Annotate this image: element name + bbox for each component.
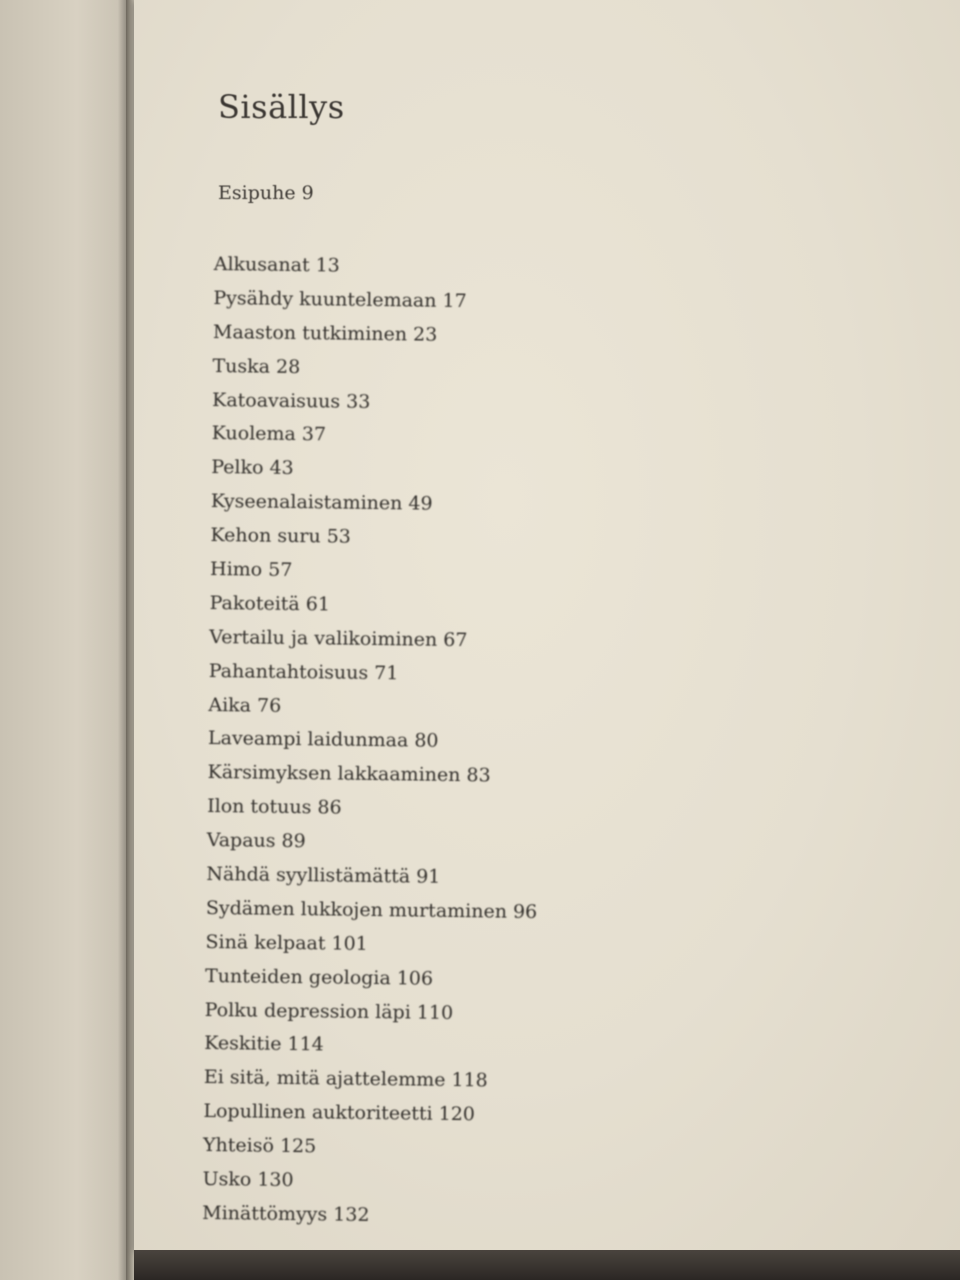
toc-entry bbox=[209, 587, 541, 625]
entry-page-number: 106 bbox=[396, 966, 434, 990]
entry-page-number: 17 bbox=[442, 289, 467, 312]
contents-list bbox=[202, 248, 545, 1235]
toc-entry bbox=[209, 655, 541, 693]
entry-title: Pakoteitä bbox=[209, 591, 300, 615]
toc-entry bbox=[204, 994, 536, 1032]
entry-title: Sydämen lukkojen murtaminen bbox=[205, 896, 508, 923]
entry-page-number: 9 bbox=[301, 182, 314, 204]
entry-page-number: 101 bbox=[331, 932, 368, 955]
entry-page-number: 71 bbox=[374, 661, 399, 684]
entry-title: Lopullinen auktoriteetti bbox=[203, 1100, 433, 1126]
entry-title: Ilon totuus bbox=[207, 795, 312, 819]
toc-entry bbox=[208, 689, 540, 727]
entry-title: Maaston tutkiminen bbox=[212, 320, 408, 346]
entry-page-number: 76 bbox=[256, 694, 282, 717]
entry-title: Nähdä syyllistämättä bbox=[206, 862, 411, 888]
toc-entry bbox=[211, 451, 543, 489]
entry-title: Kärsimyksen lakkaaminen bbox=[207, 761, 461, 787]
entry-page-number: 49 bbox=[408, 492, 433, 515]
entry-title: Pysähdy kuuntelemaan bbox=[213, 286, 437, 312]
toc-entry bbox=[213, 282, 545, 320]
toc-entry bbox=[208, 722, 540, 760]
entry-title: Sinä kelpaat bbox=[205, 930, 326, 955]
entry-title: Katoavaisuus bbox=[212, 388, 341, 413]
entry-title: Vapaus bbox=[206, 829, 276, 852]
entry-page-number: 43 bbox=[269, 457, 294, 480]
entry-page-number: 61 bbox=[305, 593, 331, 616]
entry-title: Yhteisö bbox=[202, 1134, 275, 1157]
entry-title: Keskitie bbox=[204, 1032, 282, 1056]
entry-page-number: 86 bbox=[317, 796, 342, 819]
entry-title: Pahantahtoisuus bbox=[208, 659, 369, 684]
entry-title: Vertailu ja valikoiminen bbox=[209, 625, 438, 651]
toc-entry bbox=[214, 248, 546, 286]
toc-entry bbox=[206, 892, 538, 930]
entry-title: Usko bbox=[202, 1167, 252, 1191]
toc-entry bbox=[210, 553, 542, 591]
entry-title: Pelko bbox=[211, 456, 264, 479]
entry-page-number: 110 bbox=[416, 1001, 454, 1024]
toc-entry bbox=[213, 316, 545, 354]
toc-entry bbox=[203, 1129, 535, 1167]
entry-page-number: 132 bbox=[333, 1203, 370, 1226]
entry-page-number: 28 bbox=[275, 355, 301, 378]
entry-title: Kehon suru bbox=[210, 524, 321, 548]
entry-page-number: 118 bbox=[451, 1069, 488, 1092]
entry-page-number: 130 bbox=[257, 1168, 294, 1192]
entry-page-number: 91 bbox=[416, 865, 441, 888]
entry-title: Polku depression läpi bbox=[204, 998, 411, 1024]
entry-page-number: 67 bbox=[443, 628, 468, 651]
toc-entry bbox=[212, 350, 544, 388]
contents-heading: Sisällys bbox=[218, 88, 345, 126]
toc-entry bbox=[212, 417, 544, 455]
toc-entry bbox=[205, 926, 537, 964]
toc-entry bbox=[210, 519, 542, 557]
entry-title: Ei sitä, mitä ajattelemme bbox=[203, 1066, 446, 1092]
entry-page-number: 23 bbox=[412, 323, 438, 346]
toc-entry bbox=[207, 790, 539, 828]
toc-entry bbox=[211, 485, 543, 523]
toc-entry bbox=[202, 1163, 534, 1201]
entry-page-number: 89 bbox=[281, 830, 306, 853]
entry-title: Minättömyys bbox=[202, 1201, 328, 1226]
entry-page-number: 53 bbox=[326, 525, 351, 548]
left-page-edge bbox=[0, 0, 128, 1280]
page-bottom-shadow bbox=[134, 1250, 960, 1280]
toc-entry bbox=[206, 858, 538, 896]
toc-entry bbox=[212, 384, 544, 422]
toc-entry bbox=[209, 621, 541, 659]
entry-page-number: 13 bbox=[315, 254, 340, 277]
entry-page-number: 83 bbox=[466, 764, 491, 787]
toc-entry bbox=[207, 824, 539, 862]
entry-page-number: 57 bbox=[268, 558, 293, 581]
entry-title: Kyseenalaistaminen bbox=[210, 490, 403, 515]
entry-title: Himo bbox=[209, 557, 263, 581]
entry-page-number: 33 bbox=[346, 390, 371, 413]
entry-page-number: 120 bbox=[438, 1103, 476, 1126]
toc-entry bbox=[207, 756, 539, 794]
entry-title: Tuska bbox=[212, 354, 271, 378]
entry-title: Kuolema bbox=[211, 422, 296, 446]
toc-entry bbox=[204, 1061, 536, 1099]
contents-page bbox=[134, 0, 960, 1250]
entry-page-number: 96 bbox=[512, 900, 538, 923]
entry-title: Aika bbox=[208, 693, 252, 717]
toc-entry bbox=[202, 1197, 534, 1235]
preface-entry bbox=[218, 182, 314, 204]
entry-page-number: 80 bbox=[414, 729, 439, 753]
entry-page-number: 125 bbox=[279, 1135, 317, 1158]
toc-entry bbox=[205, 960, 537, 998]
toc-entry bbox=[204, 1027, 536, 1065]
entry-title: Esipuhe bbox=[218, 182, 296, 204]
entry-title: Alkusanat bbox=[213, 252, 310, 277]
entry-page-number: 114 bbox=[287, 1033, 324, 1056]
entry-page-number: 37 bbox=[301, 423, 327, 446]
entry-title: Tunteiden geologia bbox=[204, 964, 391, 989]
toc-entry bbox=[203, 1095, 535, 1133]
entry-title: Laveampi laidunmaa bbox=[207, 727, 409, 752]
